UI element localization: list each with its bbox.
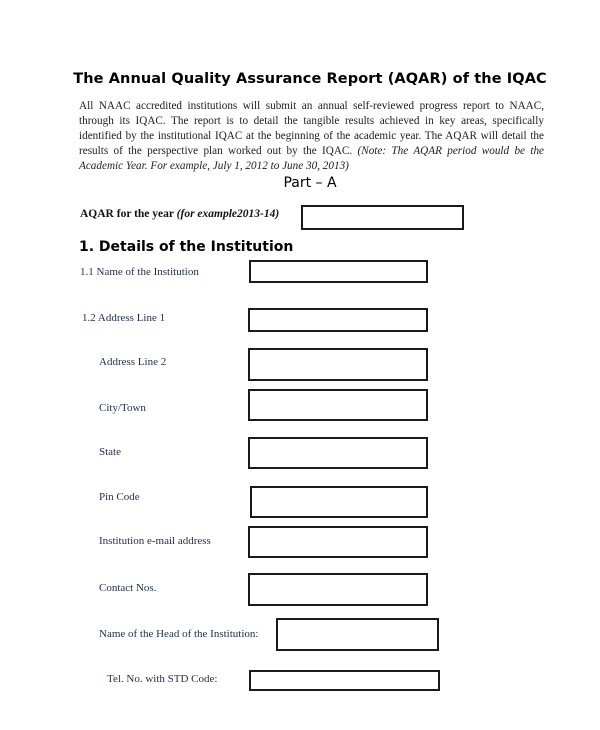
intro-note: (Note: The AQAR period would be the Academic Year. For example, July 1, 2012 to June 30, 2013) [79,145,544,172]
field-label-institution-name: 1.1 Name of the Institution [80,266,199,278]
document-title: The Annual Quality Assurance Report (AQAR) of the IQAC [73,71,547,87]
aqar-year-example: (for example2013-14) [176,208,280,220]
intro-text: All NAAC accredited institutions will submit an annual self-reviewed progress report to NAAC, through its IQAC. The report is to detail the tangible results achieved in key areas, specifically identified by the institutional IQAC at the beginning of the academic year. The AQAR will detail the results of the perspective plan worked out by the IQAC. [79,100,544,157]
aqar-year-label-text: AQAR for the year [80,208,174,220]
field-label-pin-code: Pin Code [99,491,140,503]
address-line-2-input[interactable] [248,348,428,381]
tel-input[interactable] [249,670,440,691]
institution-name-input[interactable] [249,260,428,283]
intro-paragraph [79,99,544,174]
aqar-year-label [80,208,279,220]
field-label-contact: Contact Nos. [99,582,157,594]
field-label-head-name: Name of the Head of the Institution: [99,628,259,640]
field-label-city: City/Town [99,402,146,414]
field-label-email: Institution e-mail address [99,535,211,547]
section-heading: 1. Details of the Institution [79,239,294,255]
address-line-1-input[interactable] [248,308,428,332]
contact-input[interactable] [248,573,428,606]
state-input[interactable] [248,437,428,469]
email-input[interactable] [248,526,428,558]
field-label-tel: Tel. No. with STD Code: [107,673,218,685]
city-input[interactable] [248,389,428,421]
pin-code-input[interactable] [250,486,428,518]
aqar-year-input[interactable] [301,205,464,230]
field-label-address-line-2: Address Line 2 [99,356,167,368]
field-label-address-line-1: 1.2 Address Line 1 [82,312,166,324]
field-label-state: State [99,446,121,458]
part-heading: Part – A [283,175,337,191]
head-name-input[interactable] [276,618,439,651]
